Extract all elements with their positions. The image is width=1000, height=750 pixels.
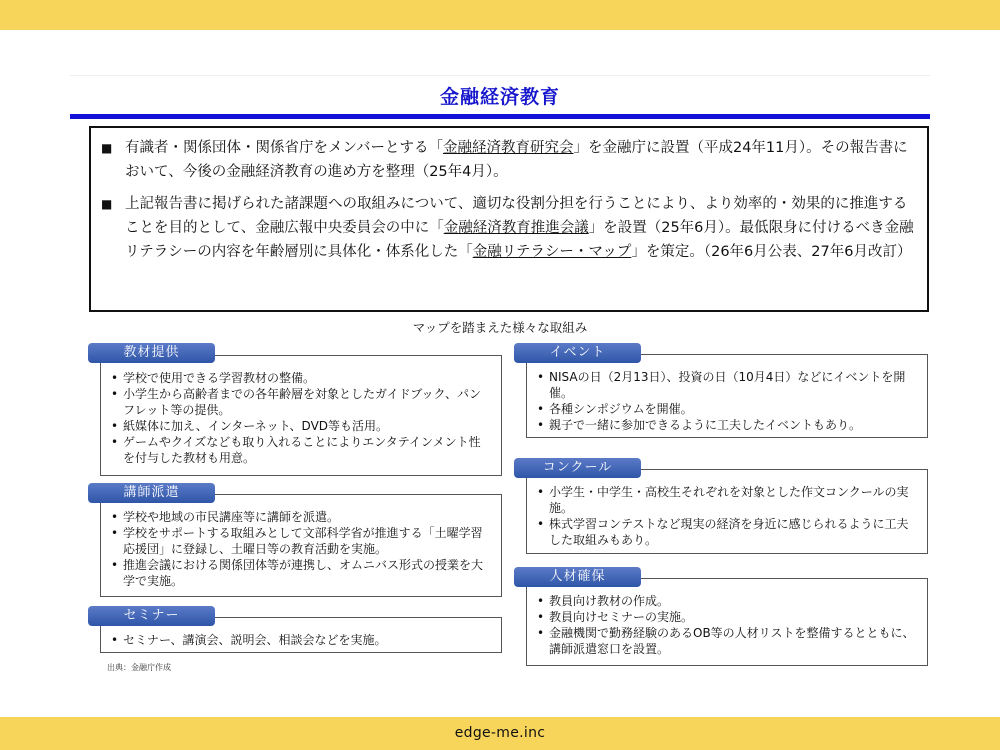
list-item: • 学校をサポートする取組みとして文部科学省が推進する「土曜学習応援団」に登録し、土曜日等の教育活動を実施。 <box>109 525 491 557</box>
top-hairline <box>70 75 930 76</box>
card-personnel <box>526 578 928 666</box>
list-item: • 金融機関で勤務経験のあるOB等の人材リストを整備するとともに、講師派遣窓口を設置。 <box>535 625 917 657</box>
list-item: • セミナー、講演会、説明会、相談会などを実施。 <box>109 632 491 648</box>
tag-materials: 教材提供 <box>88 343 215 363</box>
list-item: • 各種シンポジウムを開催。 <box>535 401 917 417</box>
card-lecturers <box>100 494 502 597</box>
contest-list <box>535 484 917 548</box>
square-bullet-icon: ■ <box>101 197 113 211</box>
list-item: • 親子で一緒に参加できるように工夫したイベントもあり。 <box>535 417 917 433</box>
list-item: • 学校で使用できる学習教材の整備。 <box>109 370 491 386</box>
events-list <box>535 369 917 433</box>
lecturers-list <box>109 509 491 589</box>
map-caption: マップを踏まえた様々な取組み <box>412 320 588 335</box>
card-materials <box>100 355 502 476</box>
square-bullet-icon: ■ <box>101 141 113 155</box>
card-contest <box>526 469 928 554</box>
list-item: • NISAの日（2月13日）、投資の日（10月4日）などにイベントを開催。 <box>535 369 917 401</box>
list-item: • 推進会議における関係団体等が連携し、オムニバス形式の授業を大学で実施。 <box>109 557 491 589</box>
tag-contest: コンクール <box>514 458 641 478</box>
literacy-map-name: 金融リテラシー・マップ <box>472 244 632 260</box>
list-item: • 株式学習コンテストなど現実の経済を身近に感じられるように工夫した取組みもあり。 <box>535 516 917 548</box>
top-band <box>0 0 1000 30</box>
promotion-council-name: 金融経済教育推進会議 <box>443 220 589 236</box>
summary-text: 上記報告書に掲げられた諸課題への取組みについて、適切な役割分担を行うことにより、より効率的・効果的に推進することを目的として、金融広報中央委員会の中に「金融経済教育推進会議」を設置（25年6月）。最低限身に付けるべき金融リテラシーの内容を年齢層別に具体化・体系化した「金融リテラシー・マップ」を策定。（26年6月公表、27年6月改訂） <box>125 196 914 260</box>
list-item: • 小学生から高齢者までの各年齢層を対象としたガイドブック、パンフレット等の提供。 <box>109 386 491 418</box>
summary-box <box>89 126 929 312</box>
source-note: 出典：金融庁作成 <box>107 663 171 672</box>
list-item: • 学校や地域の市民講座等に講師を派遣。 <box>109 509 491 525</box>
summary-item <box>101 136 915 184</box>
tag-seminar: セミナー <box>88 606 215 626</box>
tag-lecturers: 講師派遣 <box>88 483 215 503</box>
summary-item <box>101 192 915 264</box>
list-item: • 小学生・中学生・高校生それぞれを対象とした作文コンクールの実施。 <box>535 484 917 516</box>
tag-personnel: 人材確保 <box>514 567 641 587</box>
footer-band <box>0 717 1000 750</box>
footer-brand: edge-me.inc <box>454 725 546 741</box>
seminar-list <box>109 632 491 648</box>
title-rule <box>70 114 930 119</box>
list-item: • ゲームやクイズなども取り入れることによりエンタテインメント性を付与した教材も用意。 <box>109 434 491 466</box>
tag-events: イベント <box>514 343 641 363</box>
research-group-name: 金融経済教育研究会 <box>442 140 574 156</box>
personnel-list <box>535 593 917 657</box>
list-item: • 紙媒体に加え、インターネット、DVD等も活用。 <box>109 418 491 434</box>
page-title: 金融経済教育 <box>439 86 560 108</box>
materials-list <box>109 370 491 466</box>
card-events <box>526 354 928 438</box>
list-item: • 教員向け教材の作成。 <box>535 593 917 609</box>
list-item: • 教員向けセミナーの実施。 <box>535 609 917 625</box>
summary-text: 有識者・関係団体・関係省庁をメンバーとする「金融経済教育研究会」を金融庁に設置（平成24年11月）。その報告書において、今後の金融経済教育の進め方を整理（25年4月）。 <box>125 140 908 180</box>
